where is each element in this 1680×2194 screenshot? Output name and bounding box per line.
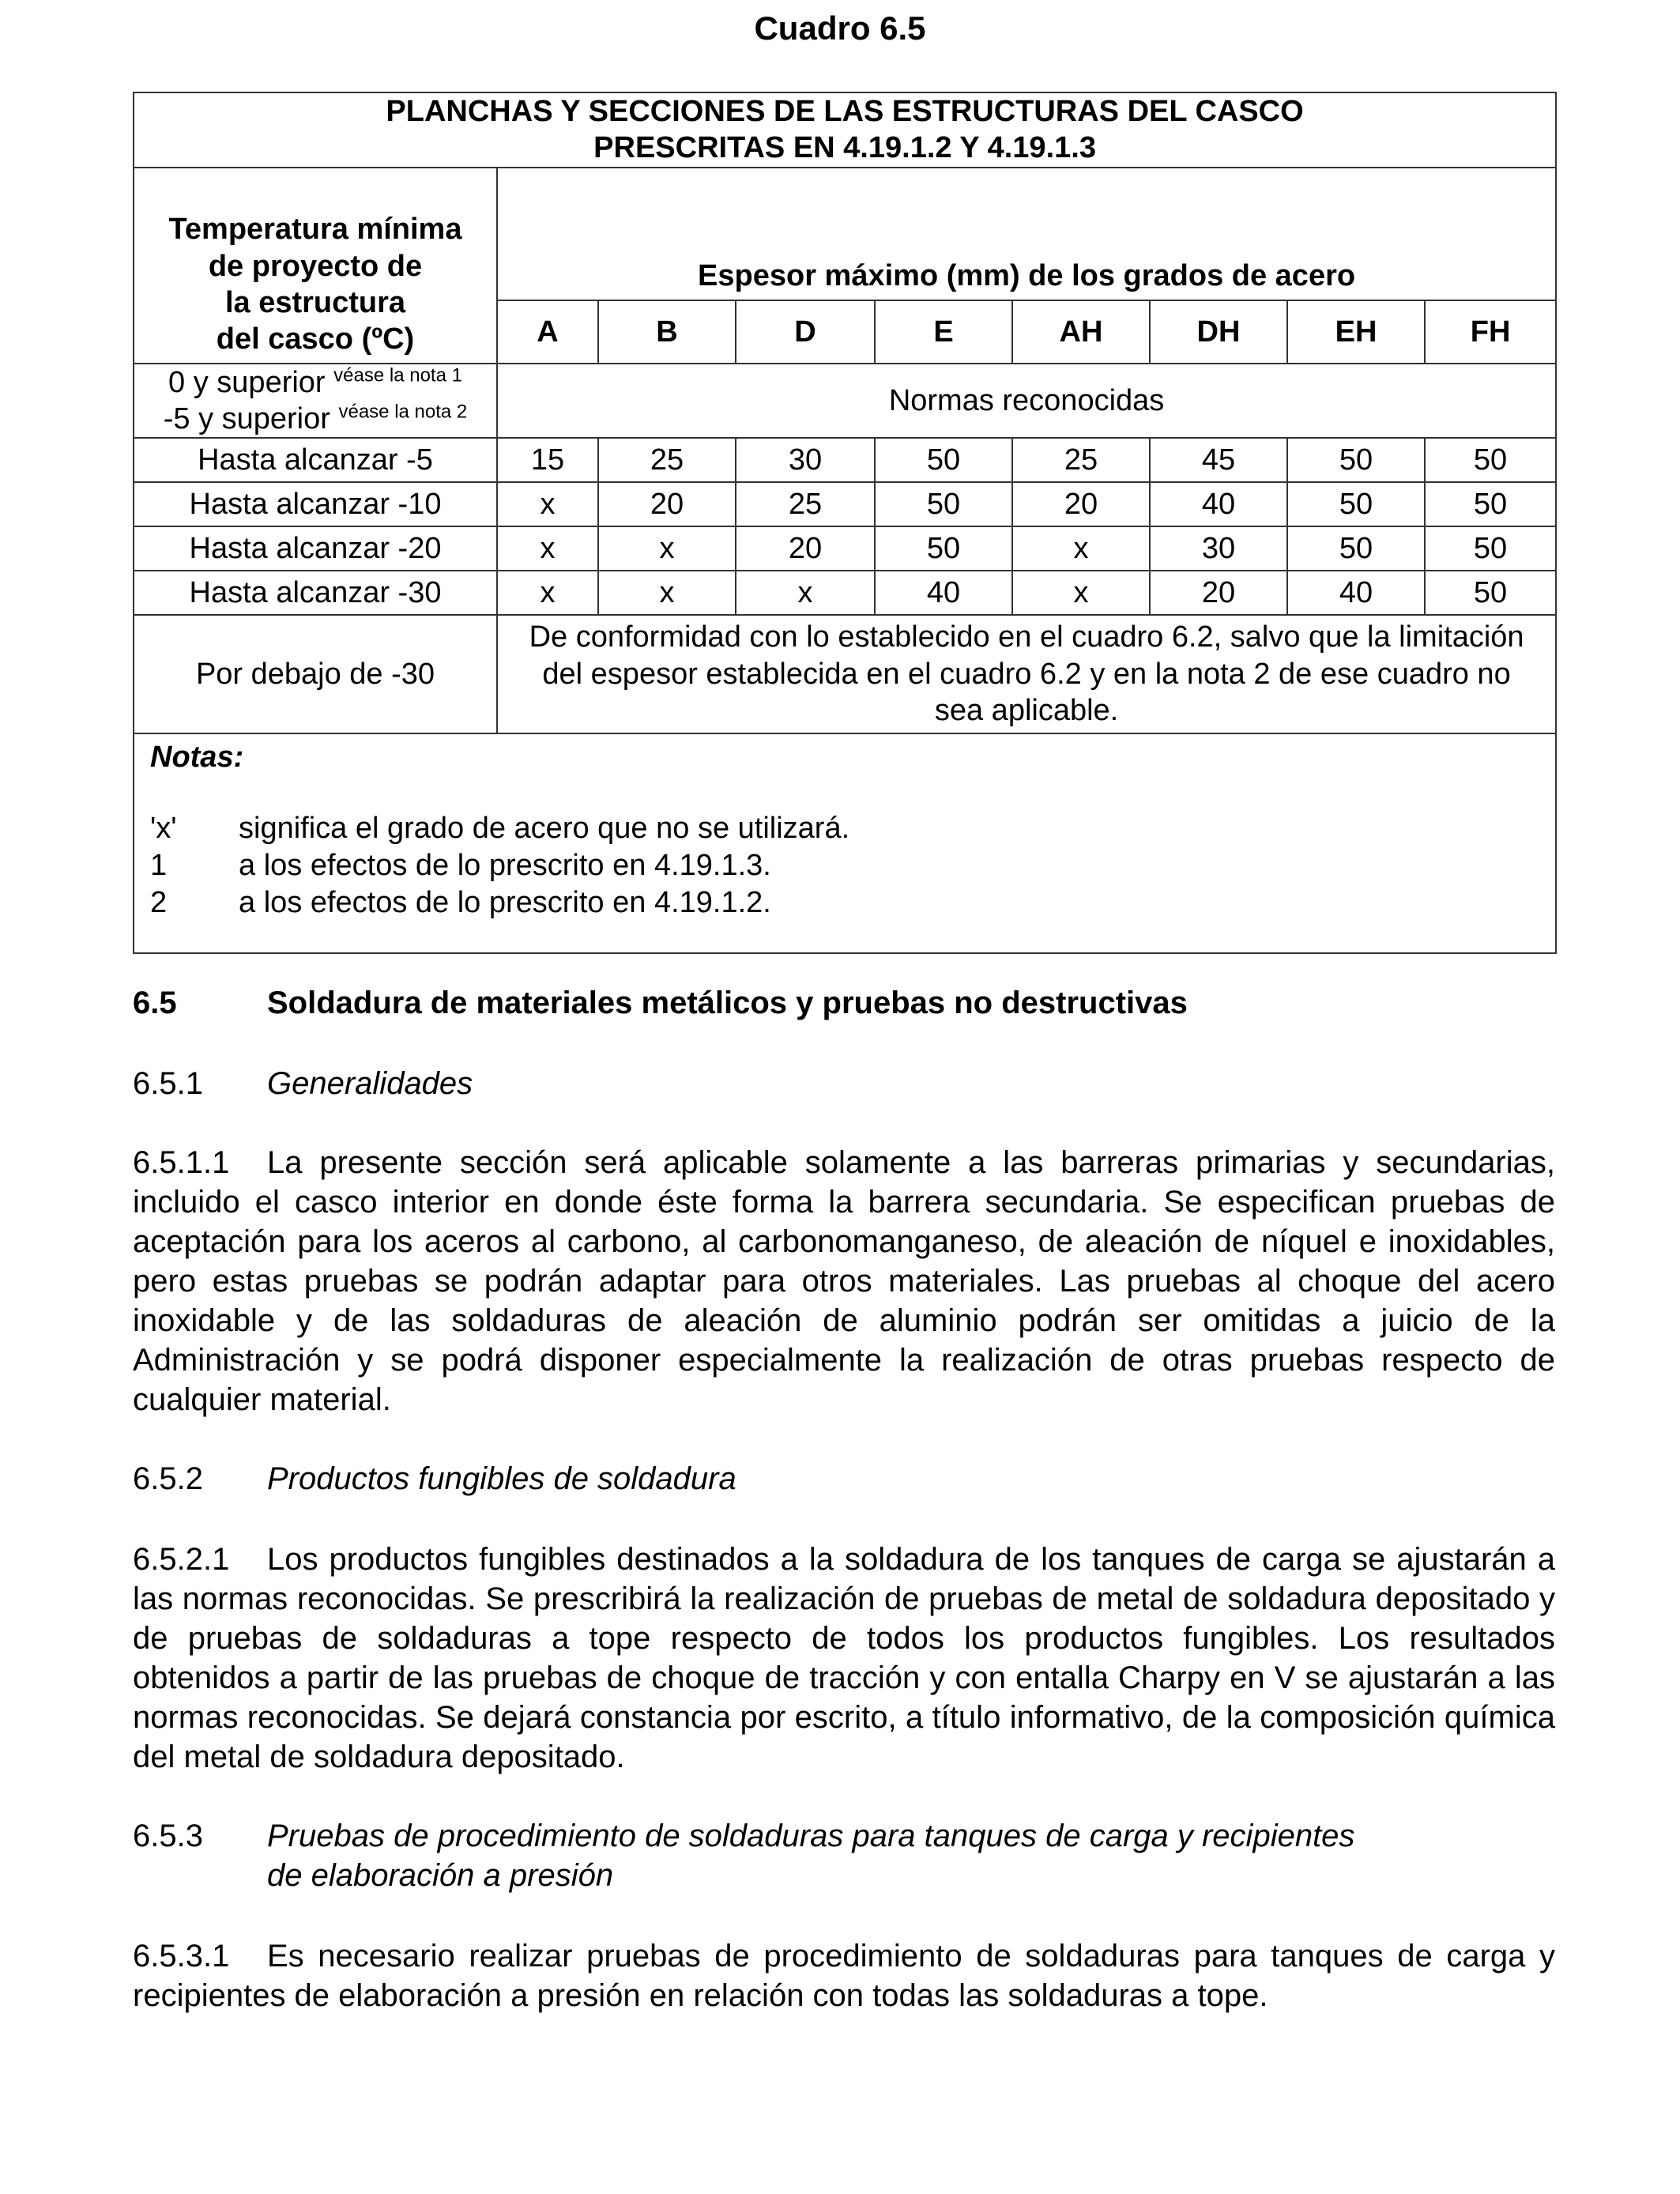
paragraph-text: La presente sección será aplicable solamente a las barreras primarias y secundarias, incluido el casco interior en donde éste forma la barrera secundaria. Se especifican pruebas de aceptación para los aceros al carbono, al carbonomanganeso, de aleación de níquel e inoxidables, pero estas pruebas se podrán adaptar para otros materiales. Las pruebas al choque del acero inoxidable y de las soldaduras de aleación de aluminio podrán ser omitidas a juicio de la Administración y se podrá disponer especialmente la realización de otras pruebas respecto de cualquier material.: [133, 1145, 1555, 1417]
table-row: [134, 438, 1556, 482]
steel-grades-table: [133, 92, 1557, 954]
row-label: Hasta alcanzar -20: [134, 526, 497, 571]
cell: 50: [1425, 482, 1556, 526]
cell: 50: [1287, 526, 1425, 571]
cell: 50: [1287, 438, 1425, 482]
grade-header-d: D: [736, 300, 875, 364]
paragraph-number: 6.5.1.1: [133, 1145, 230, 1180]
paragraph-number: 6.5.2.1: [133, 1542, 230, 1577]
cell: 50: [875, 526, 1012, 571]
note-text: significa el grado de acero que no se utilizará.: [239, 811, 850, 845]
paragraph-number: 6.5.3.1: [133, 1939, 230, 1973]
table-row: [134, 571, 1556, 615]
cell: 20: [1150, 571, 1287, 615]
std-row-line1: 0 y superior: [168, 365, 326, 399]
row-label: Hasta alcanzar -30: [134, 571, 497, 615]
cell: 25: [736, 482, 875, 526]
table-row: [134, 526, 1556, 571]
cell: 25: [1012, 438, 1150, 482]
cell: 30: [736, 438, 875, 482]
table-title-line1: PLANCHAS Y SECCIONES DE LAS ESTRUCTURAS DEL CASCO: [386, 95, 1304, 128]
std-row-line2: -5 y superior: [163, 402, 330, 436]
temp-header-line1: Temperatura mínima: [168, 213, 462, 247]
cell: x: [598, 526, 736, 571]
section-title: [267, 1816, 1354, 1895]
temperature-header: [134, 168, 497, 364]
temp-header-line4: del casco (ºC): [216, 322, 415, 356]
std-row-line1-note: véase la nota 1: [333, 364, 462, 386]
grade-header-e: E: [875, 300, 1012, 364]
cell: 25: [598, 438, 736, 482]
grade-header-ah: AH: [1012, 300, 1150, 364]
temp-header-line2: de proyecto de: [208, 249, 423, 283]
section-heading-6-5: [133, 983, 1555, 1023]
note-key: 'x': [150, 811, 177, 845]
cell: x: [497, 526, 598, 571]
section-number: 6.5.1: [133, 1066, 203, 1101]
cell: 50: [875, 438, 1012, 482]
note-key: 2: [150, 886, 168, 920]
std-row-label: [134, 364, 497, 439]
std-row-value: Normas reconocidas: [497, 364, 1556, 439]
cell: 20: [736, 526, 875, 571]
cell: 50: [1425, 438, 1556, 482]
cell: x: [497, 482, 598, 526]
table-title-line2: PRESCRITAS EN 4.19.1.2 Y 4.19.1.3: [593, 131, 1096, 165]
grade-header-a: A: [497, 300, 598, 364]
below-row-text: De conformidad con lo establecido en el cuadro 6.2, salvo que la limitación del espesor establecida en el cuadro 6.2 y en la nota 2 de ese cuadro no sea aplicable.: [497, 615, 1556, 733]
section-title: Productos fungibles de soldadura: [267, 1461, 736, 1496]
cell: 50: [875, 482, 1012, 526]
section-title: Generalidades: [267, 1066, 473, 1101]
note-key: 1: [150, 848, 168, 882]
cell: 40: [1287, 571, 1425, 615]
cell: x: [497, 571, 598, 615]
notes-cell: [134, 733, 1556, 953]
section-title-line2: de elaboración a presión: [267, 1858, 614, 1893]
temp-header-line3: la estructura: [224, 286, 406, 319]
std-row-line2-note: véase la nota 2: [338, 401, 468, 423]
section-title: Soldadura de materiales metálicos y pruebas no destructivas: [267, 986, 1188, 1020]
section-heading-6-5-1: [133, 1064, 1555, 1103]
section-number: 6.5: [133, 986, 177, 1020]
grade-header-b: B: [598, 300, 736, 364]
section-number: 6.5.3: [133, 1819, 203, 1853]
page-title: Cuadro 6.5: [754, 9, 926, 47]
cell: 15: [497, 438, 598, 482]
cell: 50: [1425, 526, 1556, 571]
thickness-header: Espesor máximo (mm) de los grados de acero: [497, 168, 1556, 300]
below-row-label: Por debajo de -30: [134, 615, 497, 733]
cell: 40: [875, 571, 1012, 615]
grade-header-dh: DH: [1150, 300, 1287, 364]
paragraph-6-5-3-1: [133, 1936, 1555, 2015]
paragraph-text: Es necesario realizar pruebas de procedimiento de soldaduras para tanques de carga y recipientes de elaboración a presión en relación con todas las soldaduras a tope.: [133, 1939, 1555, 2013]
table-title: [134, 92, 1556, 168]
section-heading-6-5-2: [133, 1459, 1555, 1498]
grade-header-eh: EH: [1287, 300, 1425, 364]
cell: 50: [1425, 571, 1556, 615]
note-item: [150, 810, 1539, 847]
section-number: 6.5.2: [133, 1461, 203, 1496]
paragraph-text: Los productos fungibles destinados a la soldadura de los tanques de carga se ajustarán a las normas reconocidas. Se prescribirá la realización de pruebas de metal de soldadura depositado y de pruebas de soldaduras a tope respecto de todos los productos fungibles. Los resultados obtenidos a partir de las pruebas de choque de tracción y con entalla Charpy en V se ajustarán a las normas reconocidas. Se dejará constancia por escrito, a título informativo, de la composición química del metal de soldadura depositado.: [133, 1542, 1555, 1774]
table-row: [134, 482, 1556, 526]
row-label: Hasta alcanzar -10: [134, 482, 497, 526]
cell: x: [598, 571, 736, 615]
row-label: Hasta alcanzar -5: [134, 438, 497, 482]
cell: 50: [1287, 482, 1425, 526]
note-item: [150, 847, 1539, 884]
cell: x: [1012, 526, 1150, 571]
cell: x: [736, 571, 875, 615]
cell: x: [1012, 571, 1150, 615]
cell: 45: [1150, 438, 1287, 482]
grade-header-fh: FH: [1425, 300, 1556, 364]
section-title-line1: Pruebas de procedimiento de soldaduras para tanques de carga y recipientes: [267, 1819, 1355, 1853]
note-text: a los efectos de lo prescrito en 4.19.1.2.: [239, 886, 771, 920]
cell: 30: [1150, 526, 1287, 571]
note-item: [150, 884, 1539, 922]
notes-title: Notas:: [150, 740, 244, 774]
cell: 20: [598, 482, 736, 526]
note-text: a los efectos de lo prescrito en 4.19.1.3.: [239, 848, 771, 882]
paragraph-6-5-2-1: [133, 1540, 1555, 1777]
section-heading-6-5-3: [133, 1816, 1555, 1895]
paragraph-6-5-1-1: [133, 1143, 1555, 1419]
cell: 40: [1150, 482, 1287, 526]
cell: 20: [1012, 482, 1150, 526]
